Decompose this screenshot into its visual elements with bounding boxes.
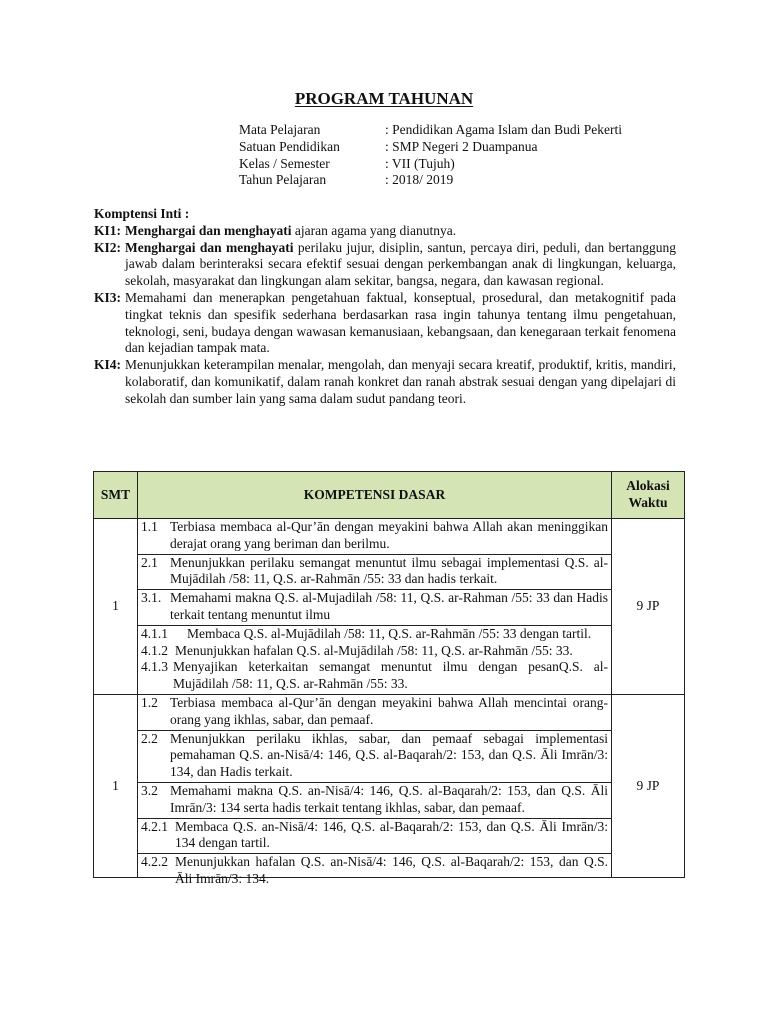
kd-item xyxy=(138,590,611,626)
kompetensi-dasar-table xyxy=(93,471,685,886)
kd-text: Membaca Q.S. an-Nisā/4: 146, Q.S. al-Baqarah/2: 153, dan Q.S. Āli Imrān/3: 134 dengan tartil. xyxy=(175,818,608,851)
meta-value: : VII (Tujuh) xyxy=(385,155,455,171)
kd-item xyxy=(138,819,611,855)
kd-subgroup xyxy=(138,626,611,694)
kd-number: 4.1.1 xyxy=(141,625,168,641)
alokasi-cell: 9 JP xyxy=(612,519,685,695)
meta-value: : 2018/ 2019 xyxy=(385,172,454,188)
kd-text: Menyajikan keterkaitan semangat menuntut ilmu dengan pesanQ.S. al-Mujādilah /58: 11, Q.S. ar-Rahmān /55: 33. xyxy=(173,659,608,692)
kd-text: Memahami makna Q.S. an-Nisā/4: 146, Q.S. al-Baqarah/2: 153, dan Q.S. Āli Imrān/3: 134 serta hadis terkait tentang ikhlas, sabar, dan pemaaf. xyxy=(170,782,608,815)
meta-label: Kelas / Semester xyxy=(239,155,330,171)
kd-subitem xyxy=(141,626,608,643)
kd-number: 3.2 xyxy=(141,782,158,798)
kd-number: 4.1.2 xyxy=(141,642,168,658)
semester-cell: 1 xyxy=(94,694,138,877)
kd-text: Terbiasa membaca al-Qur’ān dengan meyakini bahwa Allah akan meninggikan derajat orang yang beriman dan berilmu. xyxy=(170,519,608,551)
ki-item xyxy=(94,357,676,407)
ki-code: KI1: xyxy=(94,222,121,238)
ki-code: KI4: xyxy=(94,357,121,373)
ki-item xyxy=(94,240,676,290)
ki-text: Menunjukkan keterampilan menalar, mengolah, dan menyaji secara kreatif, produktif, kritis, mandiri, kolaboratif, dan komunikatif, dalam ranah konkret dan ranah abstrak sesuai dengan yang dipelajari di sekolah dan sumber lain yang sama dalam sudut pandang teori. xyxy=(125,357,676,406)
kd-number: 1.1 xyxy=(141,519,158,534)
ki-code: KI3: xyxy=(94,289,121,305)
kd-text: Menunjukkan perilaku semangat menuntut ilmu sebagai implementasi Q.S. al-Mujādilah /58: 11, Q.S. ar-Rahmān /55: 33 dan hadis terkait. xyxy=(170,554,608,587)
ki-body: ajaran agama yang dianutnya. xyxy=(291,222,457,238)
kd-subitem xyxy=(141,643,608,660)
kd-item xyxy=(138,555,611,591)
meta-row-subject xyxy=(239,122,622,139)
table-row xyxy=(94,694,685,877)
kd-item xyxy=(138,731,611,783)
page-title: PROGRAM TAHUNAN xyxy=(294,89,474,108)
kd-item xyxy=(138,854,611,889)
header-alokasi-waktu: Alokasi Waktu xyxy=(612,472,685,519)
kd-item xyxy=(138,519,611,555)
meta-value: : Pendidikan Agama Islam dan Budi Pekerti xyxy=(385,122,622,137)
kd-cell xyxy=(138,694,612,886)
kd-subitem xyxy=(141,659,608,693)
meta-row-year xyxy=(239,172,622,189)
header-smt: SMT xyxy=(94,472,138,519)
meta-value: : SMP Negeri 2 Duampanua xyxy=(385,138,538,154)
kd-text: Membaca Q.S. al-Mujādilah /58: 11, Q.S. ar-Rahmān /55: 33 dengan tartil. xyxy=(187,625,592,641)
table-header-row xyxy=(94,472,685,519)
kd-number: 1.2 xyxy=(141,694,158,710)
kd-text: Terbiasa membaca al-Qur’ān dengan meyakini bahwa Allah mencintai orang-orang yang ikhlas, sabar, dan pemaaf. xyxy=(170,694,608,727)
meta-row-class xyxy=(239,156,622,173)
ki-item xyxy=(94,290,676,357)
kd-cell xyxy=(138,519,612,695)
ki-bold-phrase: Menghargai dan menghayati xyxy=(125,222,292,238)
kompetensi-inti-section xyxy=(94,206,676,408)
ki-body: perilaku jujur, disiplin, santun, percaya diri, peduli, dan bertanggung jawab dalam berinteraksi secara efektif sesuai dengan perkembangan anak di lingkungan, keluarga, sekolah, masyarakat dan lingkungan alam sekitar, bangsa, negara, dan kawasan regional. xyxy=(125,239,676,289)
ki-code: KI2: xyxy=(94,239,121,255)
ki-text: Memahami dan menerapkan pengetahuan faktual, konseptual, prosedural, dan metakognitif pada tingkat teknis dan spesifik sederhana berdasarkan rasa ingin tahunya tentang ilmu pengetahuan, teknologi, seni, budaya dengan wawasan kemanusiaan, kebangsaan, dan kenegaraan terkait fenomena dan kejadian tampak mata. xyxy=(125,289,676,356)
meta-row-school xyxy=(239,139,622,156)
ki-item xyxy=(94,223,676,240)
header-kompetensi-dasar: KOMPETENSI DASAR xyxy=(138,472,612,519)
document-metadata xyxy=(239,122,622,189)
kd-number: 4.2.2 xyxy=(141,854,168,870)
ki-text xyxy=(125,240,676,290)
kd-cell-clip xyxy=(138,694,611,886)
meta-label: Mata Pelajaran xyxy=(239,122,321,137)
kd-text: Menunjukkan perilaku ikhlas, sabar, dan pemaaf sebagai implementasi pemahaman Q.S. an-Nisā/4: 146, Q.S. al-Baqarah/2: 153, dan Q.S. Āli Imrān/3: 134, dan Hadis terkait. xyxy=(170,730,608,780)
alokasi-cell: 9 JP xyxy=(612,694,685,877)
kd-number: 2.2 xyxy=(141,730,158,746)
ki-bold-phrase: Menghargai dan menghayati xyxy=(125,239,294,255)
meta-label: Tahun Pelajaran xyxy=(239,172,327,188)
kd-item xyxy=(138,695,611,731)
kd-number: 2.1 xyxy=(141,554,158,570)
table-row xyxy=(94,519,685,695)
kd-text: Menunjukkan hafalan Q.S. al-Mujādilah /58: 11, Q.S. ar-Rahmān /55: 33. xyxy=(175,642,573,658)
kd-text: Memahami makna Q.S. al-Mujadilah /58: 11, Q.S. ar-Rahman /55: 33 dan Hadis terkait tentang menuntut ilmu xyxy=(170,590,608,622)
kd-number: 4.2.1 xyxy=(141,818,168,834)
kd-number: 4.1.3 xyxy=(141,659,168,675)
kd-text: Menunjukkan hafalan Q.S. an-Nisā/4: 146, Q.S. al-Baqarah/2: 153, dan Q.S. Āli Imrān/3: 134. xyxy=(175,854,608,886)
kd-item xyxy=(138,783,611,819)
meta-label: Satuan Pendidikan xyxy=(239,138,340,154)
ki-text xyxy=(125,223,676,240)
kd-number: 3.1. xyxy=(141,590,162,606)
semester-cell: 1 xyxy=(94,519,138,695)
ki-heading: Komptensi Inti : xyxy=(94,206,190,221)
